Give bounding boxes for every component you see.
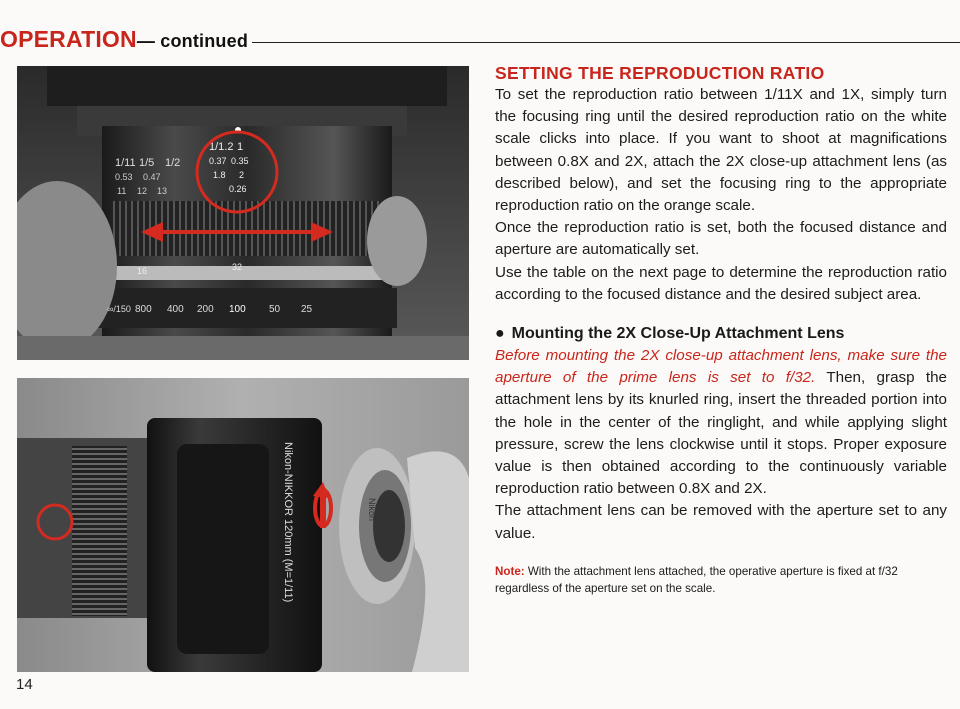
- distance-400: 400: [167, 304, 184, 315]
- distance-25: 25: [301, 304, 313, 315]
- ring-extra: 0.26: [229, 184, 247, 194]
- ring-mid-3: 0.37: [209, 156, 227, 166]
- paragraph-4-body: Then, grasp the attachment lens by its knurled ring, insert the threaded portion into the hole in the center of the ringlight, and while applying slight pressure, screw the lens clockwise until it stops. Proper exposure value is then obtained according to the continuously variable reproduction ratio between 0.8X and 2X.: [495, 369, 948, 498]
- distance-100: 100: [229, 304, 246, 315]
- focusing-ring-illustration: [17, 66, 469, 360]
- ring-mark-3: 1/2: [165, 157, 181, 169]
- ring-mark-2: 1/5: [139, 157, 155, 169]
- barrel-text: Nikon-NIKKOR 120mm (M=1/11): [282, 442, 294, 603]
- title-main: OPERATION: [0, 26, 137, 52]
- ring-low-4: 1.8: [213, 170, 226, 180]
- distance-800: 800: [135, 304, 152, 315]
- distance-200: 200: [197, 304, 214, 315]
- ring-mid-1: 0.53: [115, 172, 133, 182]
- paragraph-5: The attachment lens can be removed with the aperture set to any value.: [495, 502, 947, 542]
- subheading: [495, 323, 947, 345]
- page-header: [0, 26, 960, 56]
- bullet-icon: ●: [495, 325, 505, 343]
- photo-attachment-lens: [17, 378, 469, 672]
- ring-low-5: 2: [239, 170, 245, 180]
- ring-mark-1: 1/11: [115, 157, 136, 169]
- distance-50: 50: [269, 304, 281, 315]
- paragraph-3: Use the table on the next page to determine the reproduction ratio according to the focused distance and the desired subject area.: [495, 263, 947, 303]
- title-sub: — continued: [136, 31, 249, 51]
- note: [495, 563, 947, 597]
- note-text: With the attachment lens attached, the operative aperture is fixed at f/32 regardless of the aperture set on the scale.: [495, 564, 898, 595]
- paragraph-1: To set the reproduction ratio between 1/11X and 1X, simply turn the focusing ring until the desired reproduction ratio on the white scale clicks into place. If you want to shoot at magnifications between 0.8X and 2X, attach the 2X close-up attachment lens (as described below), and set the focusing ring to the appropriate reproduction ratio on the orange scale.: [495, 86, 947, 215]
- paragraph-4: [495, 345, 947, 500]
- section-heading: SETTING THE REPRODUCTION RATIO: [495, 63, 825, 83]
- ring-mid-2: 0.47: [143, 172, 161, 182]
- ring-mark-5: 1: [237, 141, 244, 153]
- page-number: 14: [16, 676, 33, 693]
- text-column: [495, 62, 947, 597]
- ring-mark-4: 1/1.2: [209, 141, 234, 153]
- scale-prefix: ∞/150: [107, 304, 131, 314]
- ring-low-3: 13: [157, 186, 168, 196]
- attachment-text: Nikon: [367, 498, 377, 522]
- ring-mid-4: 0.35: [231, 156, 249, 166]
- subheading-text: Mounting the 2X Close-Up Attachment Lens: [511, 325, 845, 343]
- ring-low-1: 11: [117, 186, 127, 196]
- warning-text: Before mounting the 2X close-up attachment lens, make sure the aperture of the prime lens is set to f/32.: [495, 347, 947, 387]
- attachment-lens-illustration: [17, 378, 469, 672]
- focus-mark-1: 16: [137, 266, 148, 276]
- note-label: Note:: [495, 564, 525, 578]
- paragraph-2: Once the reproduction ratio is set, both the focused distance and aperture are automatically set.: [495, 219, 947, 259]
- page-title: [0, 26, 252, 53]
- focus-mark-2: 32: [232, 262, 243, 272]
- ring-low-2: 12: [137, 186, 148, 196]
- photo-focusing-ring: [17, 66, 469, 360]
